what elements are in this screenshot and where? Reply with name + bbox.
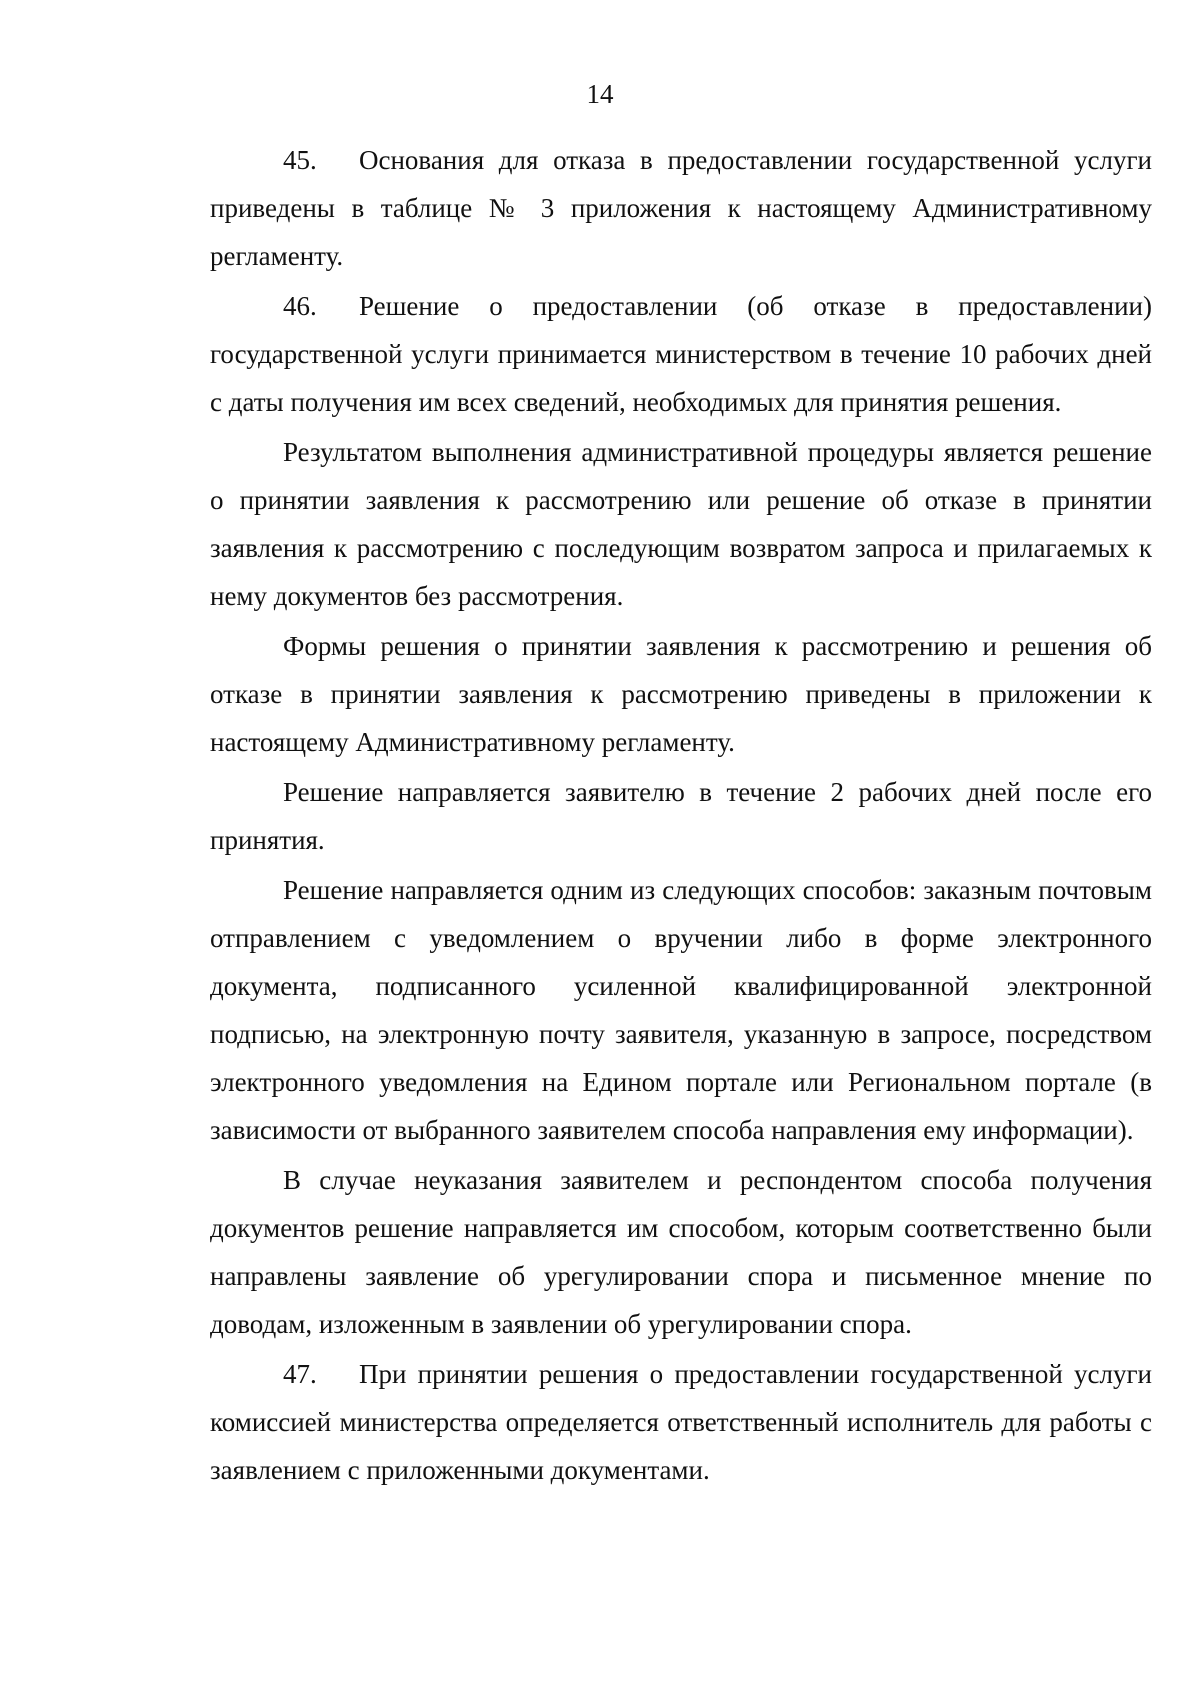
paragraph-no-method-specified <box>210 1156 1152 1348</box>
paragraph-text: Результатом выполнения административной процедуры является решение о принятии заявления к рассмотрению или решение об отказе в принятии заявления к рассмотрению с последующим возвратом запроса и прилагаемых к нему документов без рассмотрения. <box>210 437 1152 611</box>
paragraph-result <box>210 428 1152 620</box>
paragraph-text: При принятии решения о предоставлении государственной услуги комиссией министерства определяется ответственный исполнитель для работы с заявлением с приложенными документами. <box>210 1359 1152 1485</box>
paragraph-45 <box>210 136 1152 280</box>
paragraph-text: Формы решения о принятии заявления к рассмотрению и решения об отказе в принятии заявления к рассмотрению приведены в приложении к настоящему Административному регламенту. <box>210 631 1152 757</box>
paragraph-46 <box>210 282 1152 426</box>
paragraph-number: 47. <box>283 1359 317 1389</box>
paragraph-forms <box>210 622 1152 766</box>
page-number: 14 <box>586 79 614 109</box>
paragraph-text: Решение направляется одним из следующих способов: заказным почтовым отправлением с уведомлением о вручении либо в форме электронного документа, подписанного усиленной квалифицированной электронной подписью, на электронную почту заявителя, указанную в запросе, посредством электронного уведомления на Едином портале или Региональном портале (в зависимости от выбранного заявителем способа направления ему информации). <box>210 875 1152 1145</box>
paragraph-text: Основания для отказа в предоставлении государственной услуги приведены в таблице № 3 приложения к настоящему Административному регламенту. <box>210 145 1152 271</box>
document-body <box>210 136 1152 1496</box>
paragraph-number: 45. <box>283 145 317 175</box>
paragraph-text: Решение направляется заявителю в течение 2 рабочих дней после его принятия. <box>210 777 1152 855</box>
paragraph-number: 46. <box>283 291 317 321</box>
paragraph-text: В случае неуказания заявителем и респондентом способа получения документов решение направляется им способом, которым соответственно были направлены заявление об урегулировании спора и письменное мнение по доводам, изложенным в заявлении об урегулировании спора. <box>210 1165 1152 1339</box>
paragraph-sending-methods <box>210 866 1152 1154</box>
paragraph-text: Решение о предоставлении (об отказе в предоставлении) государственной услуги принимается министерством в течение 10 рабочих дней с даты получения им всех сведений, необходимых для принятия решения. <box>210 291 1152 417</box>
paragraph-47 <box>210 1350 1152 1494</box>
paragraph-sending-term <box>210 768 1152 864</box>
